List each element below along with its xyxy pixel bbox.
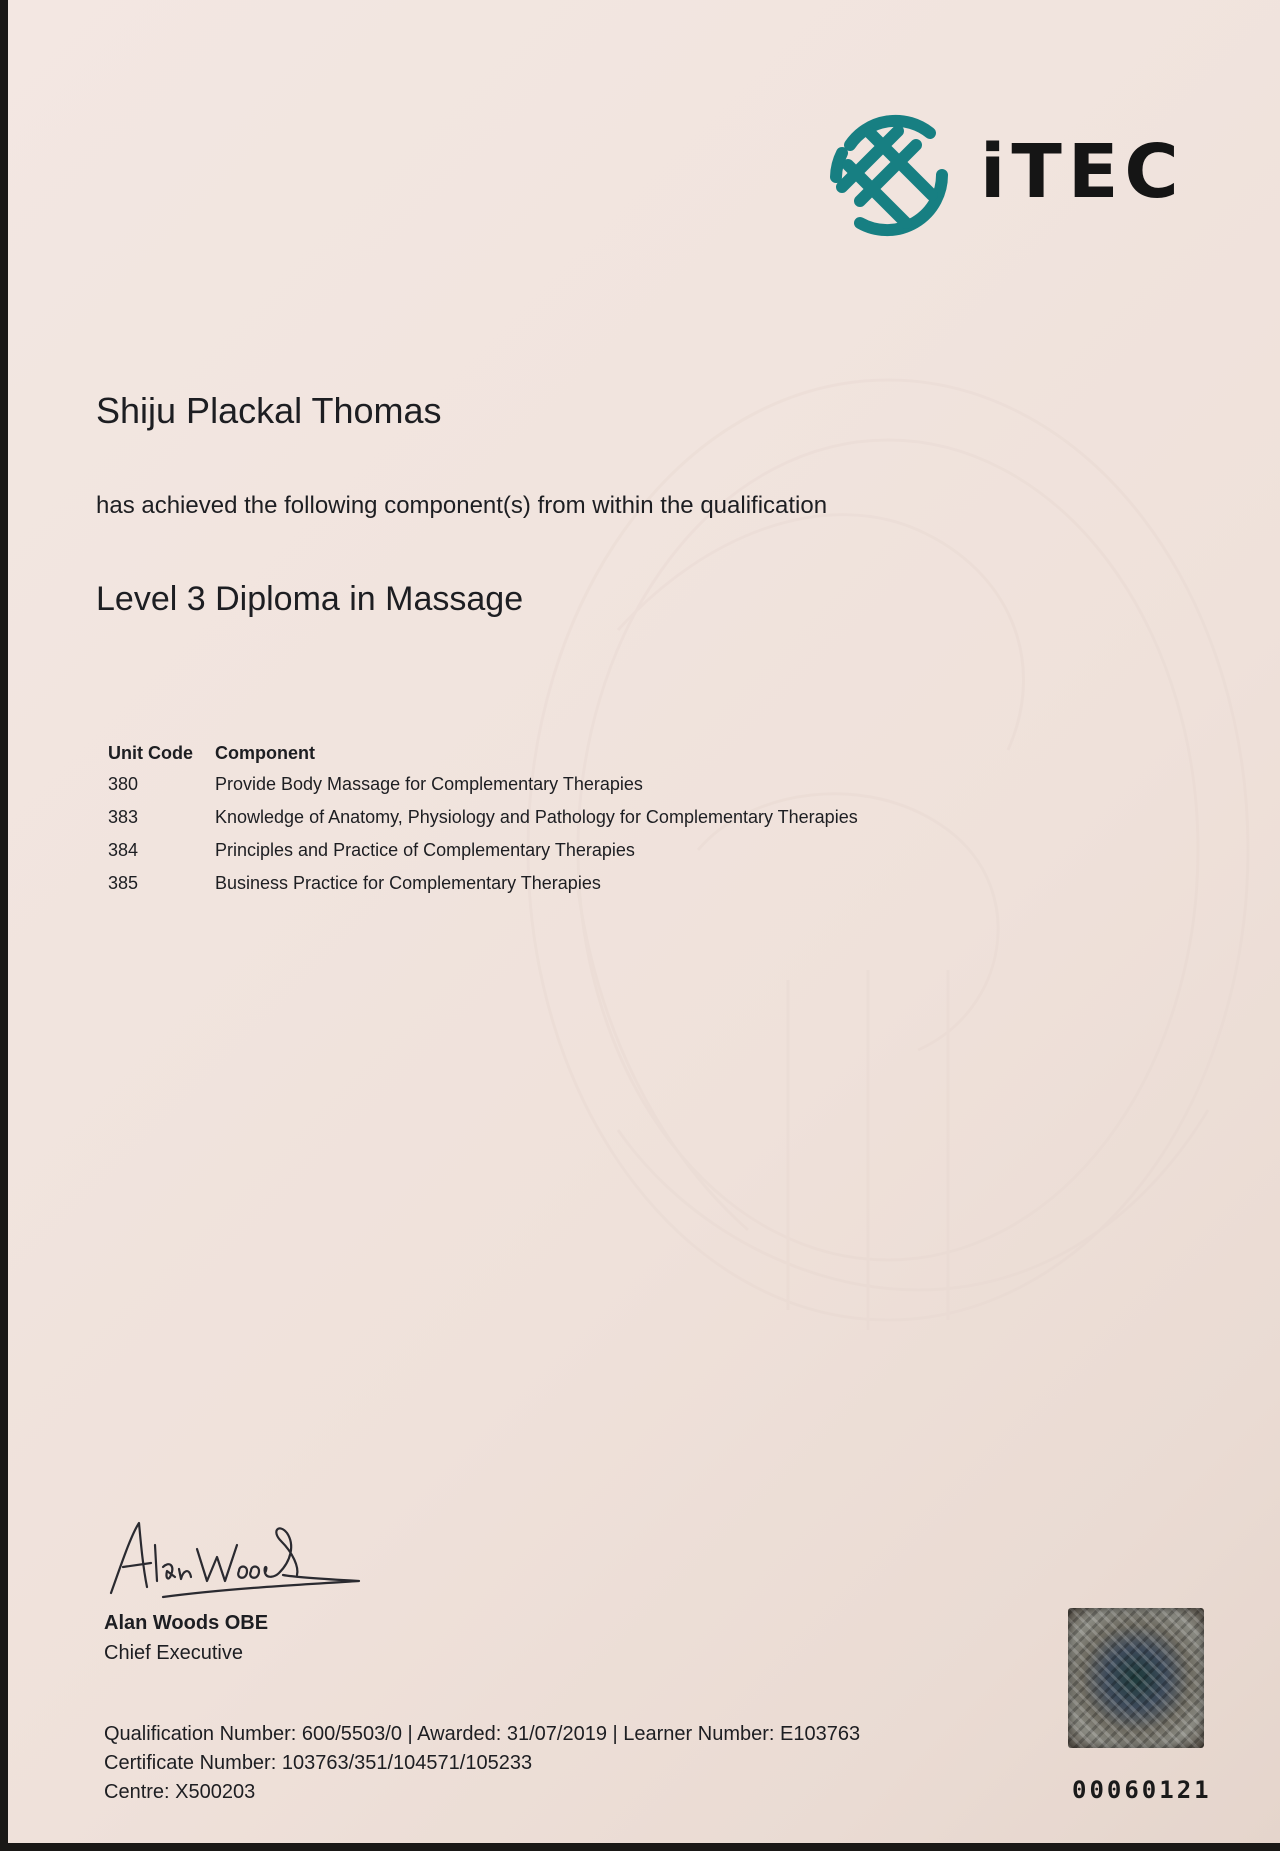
unit-code: 383 xyxy=(108,807,139,827)
hologram-seal-icon xyxy=(1068,1608,1204,1748)
column-header-unit-code: Unit Code xyxy=(108,742,193,763)
unit-code: 380 xyxy=(108,774,139,794)
unit-component: Provide Body Massage for Complementary Therapies xyxy=(215,774,643,794)
unit-component: Principles and Practice of Complementary Therapies xyxy=(215,840,635,860)
column-header-component: Component xyxy=(215,742,315,763)
unit-code: 385 xyxy=(108,873,139,893)
certificate-number-line: Certificate Number: 103763/351/104571/105233 xyxy=(104,1752,533,1774)
itec-logo xyxy=(820,105,1200,240)
qualification-title: Level 3 Diploma in Massage xyxy=(96,580,524,618)
table-row xyxy=(108,774,858,807)
qualification-details-line: Qualification Number: 600/5503/0 | Awarded: 31/07/2019 | Learner Number: E103763 xyxy=(104,1723,861,1745)
centre-line: Centre: X500203 xyxy=(104,1781,256,1803)
itec-logo-mark-icon xyxy=(820,105,956,240)
signatory-name: Alan Woods OBE xyxy=(104,1612,269,1634)
table-row xyxy=(108,873,858,906)
units-table xyxy=(108,742,858,906)
signature-image xyxy=(103,1505,363,1600)
learner-name: Shiju Plackal Thomas xyxy=(96,390,442,431)
serial-number: 00060121 xyxy=(1072,1776,1212,1804)
unit-component: Business Practice for Complementary Therapies xyxy=(215,873,601,893)
signatory-title: Chief Executive xyxy=(104,1642,243,1664)
table-row xyxy=(108,840,858,873)
unit-component: Knowledge of Anatomy, Physiology and Pathology for Complementary Therapies xyxy=(215,807,858,827)
units-table-header-row xyxy=(108,742,858,774)
achievement-statement: has achieved the following component(s) from within the qualification xyxy=(96,492,828,519)
itec-logo-wordmark: iTEC xyxy=(980,129,1185,215)
certificate-details xyxy=(104,1720,860,1807)
unit-code: 384 xyxy=(108,840,139,860)
certificate-page xyxy=(8,0,1280,1843)
table-row xyxy=(108,807,858,840)
